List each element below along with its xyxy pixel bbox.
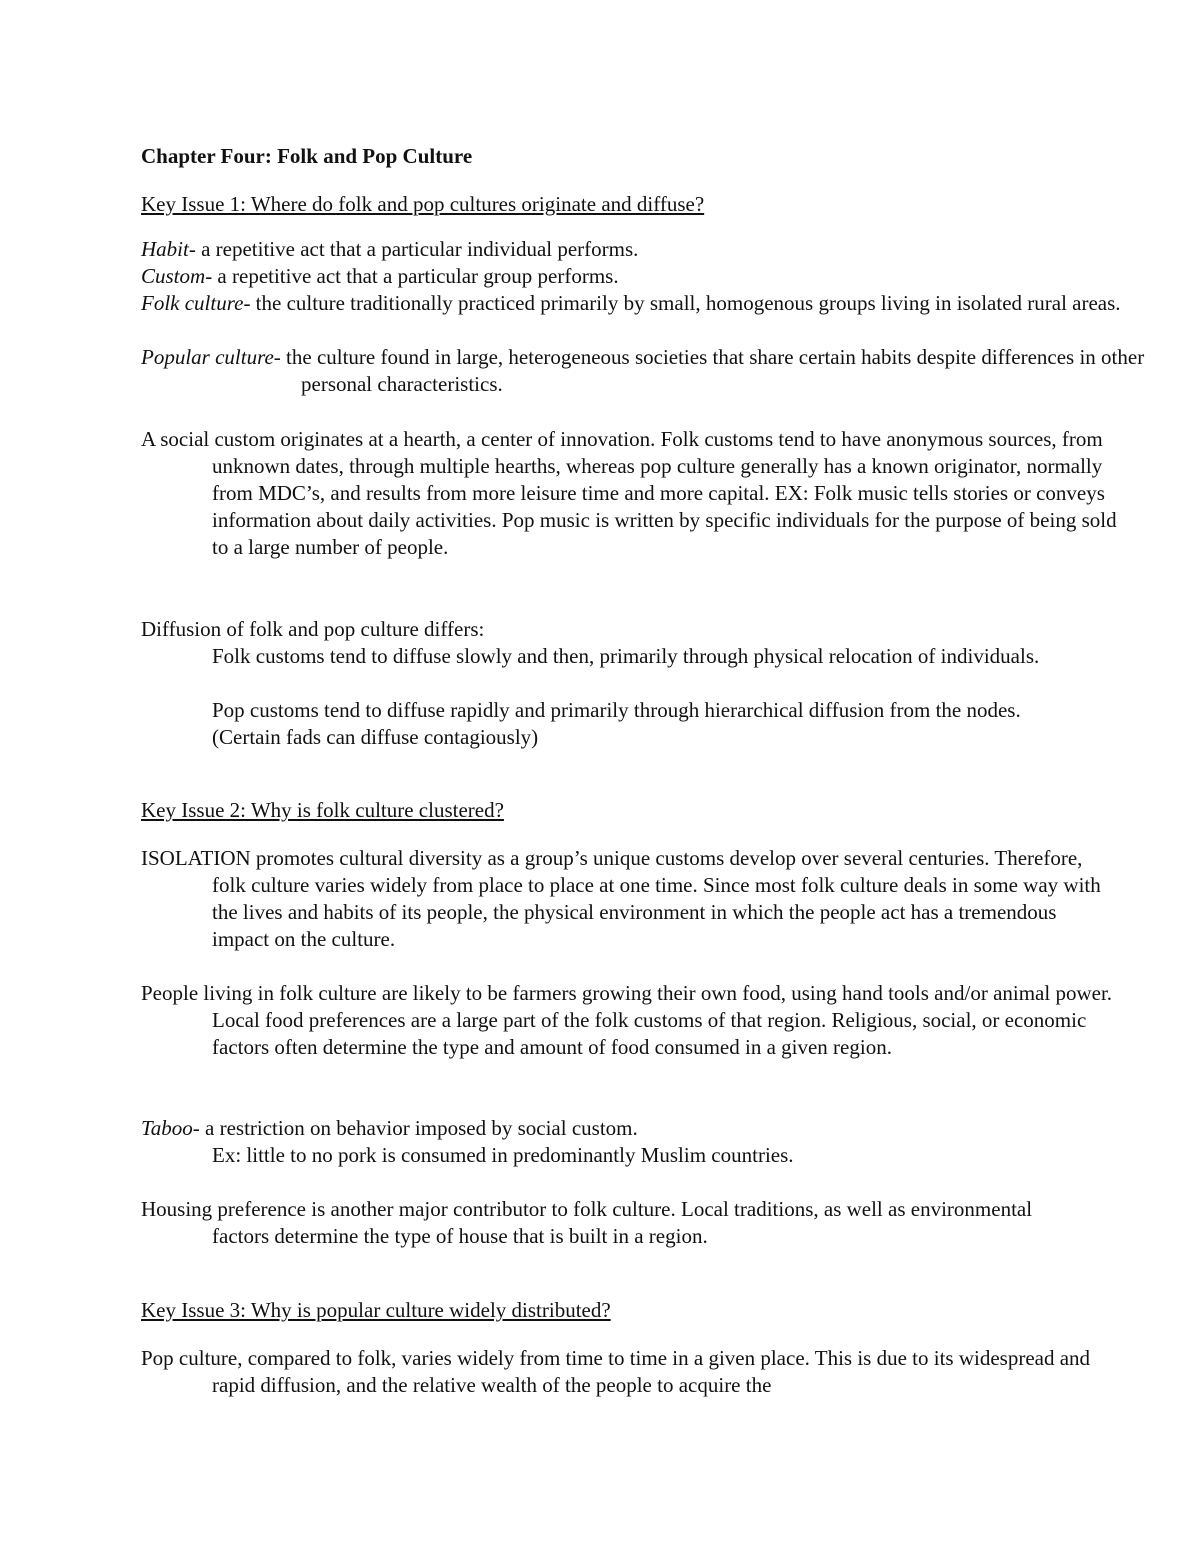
key-issue-1-heading: Key Issue 1: Where do folk and pop cultures originate and diffuse? (141, 192, 705, 216)
pop-culture-paragraph: Pop culture, compared to folk, varies widely from time to time in a given place. This is due to its widespread and rapid diffusion, and the relative wealth of the people to acquire the (141, 1346, 1091, 1397)
definition-term: Taboo (141, 1116, 193, 1140)
diffusion-intro: Diffusion of folk and pop culture differs: (141, 617, 485, 641)
definition-habit (141, 236, 1066, 263)
definition-popular-culture (141, 344, 1181, 398)
farmers-paragraph: People living in folk culture are likely to be farmers growing their own food, using hand tools and/or animal power. Local food preferences are a large part of the folk customs of that region. Religious, social, or economic factors often determine the type and amount of food consumed in a given region. (141, 981, 1113, 1059)
definition-text: - the culture found in large, heterogeneous societies that share certain habits despite differences in other personal characteristics. (273, 345, 1145, 396)
definition-taboo (141, 1115, 1066, 1142)
definition-term: Popular culture (141, 345, 274, 369)
housing-paragraph: Housing preference is another major contributor to folk culture. Local traditions, as well as environmental factors determine the type of house that is built in a region. (141, 1197, 1033, 1248)
definition-folk-culture (141, 290, 1180, 317)
definition-text: - a repetitive act that a particular individual performs. (188, 237, 639, 261)
key-issue-2-heading: Key Issue 2: Why is folk culture clustered? (141, 798, 504, 822)
key-issue-3-heading: Key Issue 3: Why is popular culture widely distributed? (141, 1298, 611, 1322)
diffusion-pop: Pop customs tend to diffuse rapidly and primarily through hierarchical diffusion from the nodes. (Certain fads can diffuse contagiously) (212, 698, 1021, 749)
definition-custom (141, 263, 1066, 290)
definition-term: Habit (141, 237, 189, 261)
definition-text: - the culture traditionally practiced primarily by small, homogenous groups living in isolated rural areas. (243, 291, 1121, 315)
diffusion-folk: Folk customs tend to diffuse slowly and then, primarily through physical relocation of individuals. (212, 644, 1040, 668)
hearth-paragraph: A social custom originates at a hearth, a center of innovation. Folk customs tend to have anonymous sources, from unknown dates, through multiple hearths, whereas pop culture generally has a known originator, normally from MDC’s, and results from more leisure time and more capital. EX: Folk music tells stories or conveys information about daily activities. Pop music is written by specific individuals for the purpose of being sold to a large number of people. (141, 427, 1117, 559)
definition-term: Folk culture (141, 291, 244, 315)
chapter-title: Chapter Four: Folk and Pop Culture (141, 144, 473, 168)
taboo-example: Ex: little to no pork is consumed in predominantly Muslim countries. (212, 1143, 794, 1167)
isolation-paragraph: ISOLATION promotes cultural diversity as a group’s unique customs develop over several centuries. Therefore, folk culture varies widely from place to place at one time. Since most folk culture deals in some way with the lives and habits of its people, the physical environment in which the people act has a tremendous impact on the culture. (141, 846, 1101, 951)
definition-text: - a repetitive act that a particular group performs. (205, 264, 619, 288)
definition-term: Custom (141, 264, 206, 288)
definition-text: - a restriction on behavior imposed by social custom. (192, 1116, 638, 1140)
